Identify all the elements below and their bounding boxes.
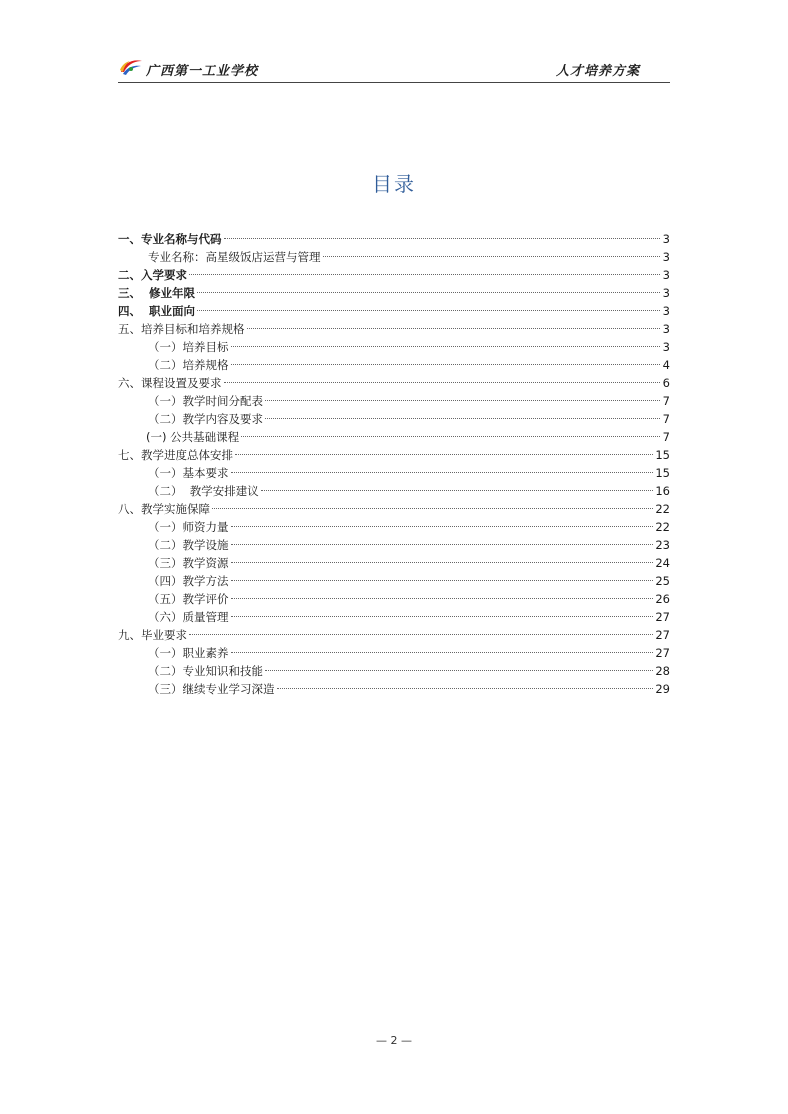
toc-leader-dots [261,490,654,491]
toc-entry-page: 3 [662,286,670,300]
toc-entry-page: 29 [655,682,670,696]
toc-entry[interactable] [118,644,670,662]
page-number: — 2 — [376,1034,412,1047]
toc-entry-page: 3 [662,340,670,354]
toc-entry[interactable] [118,680,670,698]
toc-leader-dots [231,472,654,473]
toc-entry-page: 27 [655,610,670,624]
toc-leader-dots [197,310,660,311]
toc-entry[interactable] [118,302,670,320]
toc-entry-title: （三）教学资源 [148,556,229,570]
toc-entry[interactable] [118,320,670,338]
toc-leader-dots [265,400,660,401]
toc-entry-title: 六、课程设置及要求 [118,376,222,390]
toc-leader-dots [197,292,660,293]
toc-entry[interactable] [118,410,670,428]
toc-leader-dots [224,382,661,383]
toc-leader-dots [231,562,654,563]
toc-entry-page: 6 [662,376,670,390]
toc-entry-page: 24 [655,556,670,570]
page-header [118,52,670,84]
toc-entry[interactable] [118,428,670,446]
toc-leader-dots [265,670,653,671]
toc-entry[interactable] [118,518,670,536]
toc-entry-page: 25 [655,574,670,588]
toc-leader-dots [247,328,661,329]
document-name: 人才培养方案 [555,64,640,79]
toc-entry-page: 3 [662,268,670,282]
toc-entry-page: 23 [655,538,670,552]
toc-entry-title: （四）教学方法 [148,574,229,588]
toc-leader-dots [189,634,653,635]
toc-leader-dots [265,418,660,419]
toc-leader-dots [231,526,654,527]
toc-entry-title: 一、专业名称与代码 [118,232,222,246]
toc-entry-title: 四、 职业面向 [118,304,196,318]
toc-entry-page: 28 [655,664,670,678]
toc-leader-dots [277,688,654,689]
toc-entry-page: 3 [662,232,670,246]
toc-entry-page: 3 [662,250,670,264]
toc-leader-dots [231,652,654,653]
toc-entry[interactable] [118,626,670,644]
toc-entry-page: 22 [655,520,670,534]
toc-entry-page: 22 [655,502,670,516]
toc-entry-title: (一) 公共基础课程 [146,430,240,444]
toc-entry-title: （二）教学内容及要求 [148,412,263,426]
toc-entry-title: 三、 修业年限 [118,286,196,300]
toc-entry[interactable] [118,374,670,392]
toc-entry-page: 16 [655,484,670,498]
toc-entry-title: 专业名称：高星级饭店运营与管理 [148,250,321,264]
toc-entry-page: 7 [662,430,670,444]
toc-entry-page: 15 [655,466,670,480]
toc-leader-dots [231,598,654,599]
toc-entry-page: 3 [662,322,670,336]
toc-entry[interactable] [118,338,670,356]
toc-entry-title: （三）继续专业学习深造 [148,682,275,696]
toc-entry-title: （二）专业知识和技能 [148,664,263,678]
toc-entry-page: 15 [655,448,670,462]
toc-leader-dots [323,256,661,257]
toc-entry[interactable] [118,662,670,680]
toc-entry-title: （二）教学设施 [148,538,229,552]
toc-entry[interactable] [118,572,670,590]
toc-leader-dots [189,274,660,275]
school-logo-icon [118,56,144,78]
table-of-contents [118,230,670,698]
toc-leader-dots [231,616,654,617]
header-rule [118,82,670,83]
toc-entry-page: 4 [662,358,670,372]
toc-entry[interactable] [118,284,670,302]
toc-entry[interactable] [118,248,670,266]
toc-entry-title: （一）基本要求 [148,466,229,480]
toc-leader-dots [231,544,654,545]
toc-entry[interactable] [118,590,670,608]
toc-leader-dots [235,454,653,455]
toc-entry-page: 3 [662,304,670,318]
toc-leader-dots [231,580,654,581]
toc-leader-dots [212,508,653,509]
toc-entry-title: 二、入学要求 [118,268,187,282]
toc-entry[interactable] [118,356,670,374]
toc-entry-title: 八、教学实施保障 [118,502,210,516]
toc-entry-title: （一）培养目标 [148,340,229,354]
toc-entry-title: （一）教学时间分配表 [148,394,263,408]
toc-entry-page: 7 [662,394,670,408]
toc-entry-page: 7 [662,412,670,426]
toc-entry-title: （一）职业素养 [148,646,229,660]
toc-entry-title: （五）教学评价 [148,592,229,606]
toc-entry-title: 五、培养目标和培养规格 [118,322,245,336]
toc-leader-dots [241,436,660,437]
toc-entry-title: （二）培养规格 [148,358,229,372]
toc-entry-title: 九、毕业要求 [118,628,187,642]
toc-entry-page: 26 [655,592,670,606]
toc-entry[interactable] [118,392,670,410]
toc-entry[interactable] [118,482,670,500]
toc-entry[interactable] [118,554,670,572]
toc-entry[interactable] [118,500,670,518]
toc-entry[interactable] [118,608,670,626]
toc-entry[interactable] [118,536,670,554]
toc-entry-title: （六）质量管理 [148,610,229,624]
toc-entry[interactable] [118,464,670,482]
toc-entry[interactable] [118,266,670,284]
toc-leader-dots [231,346,661,347]
toc-entry[interactable] [118,446,670,464]
school-name: 广西第一工业学校 [146,64,259,79]
toc-leader-dots [231,364,661,365]
toc-entry-title: 七、教学进度总体安排 [118,448,233,462]
toc-entry-title: （二） 教学安排建议 [148,484,259,498]
toc-entry[interactable] [118,230,670,248]
toc-entry-page: 27 [655,646,670,660]
toc-leader-dots [224,238,661,239]
toc-title: 目录 [372,172,416,196]
toc-entry-page: 27 [655,628,670,642]
toc-entry-title: （一）师资力量 [148,520,229,534]
